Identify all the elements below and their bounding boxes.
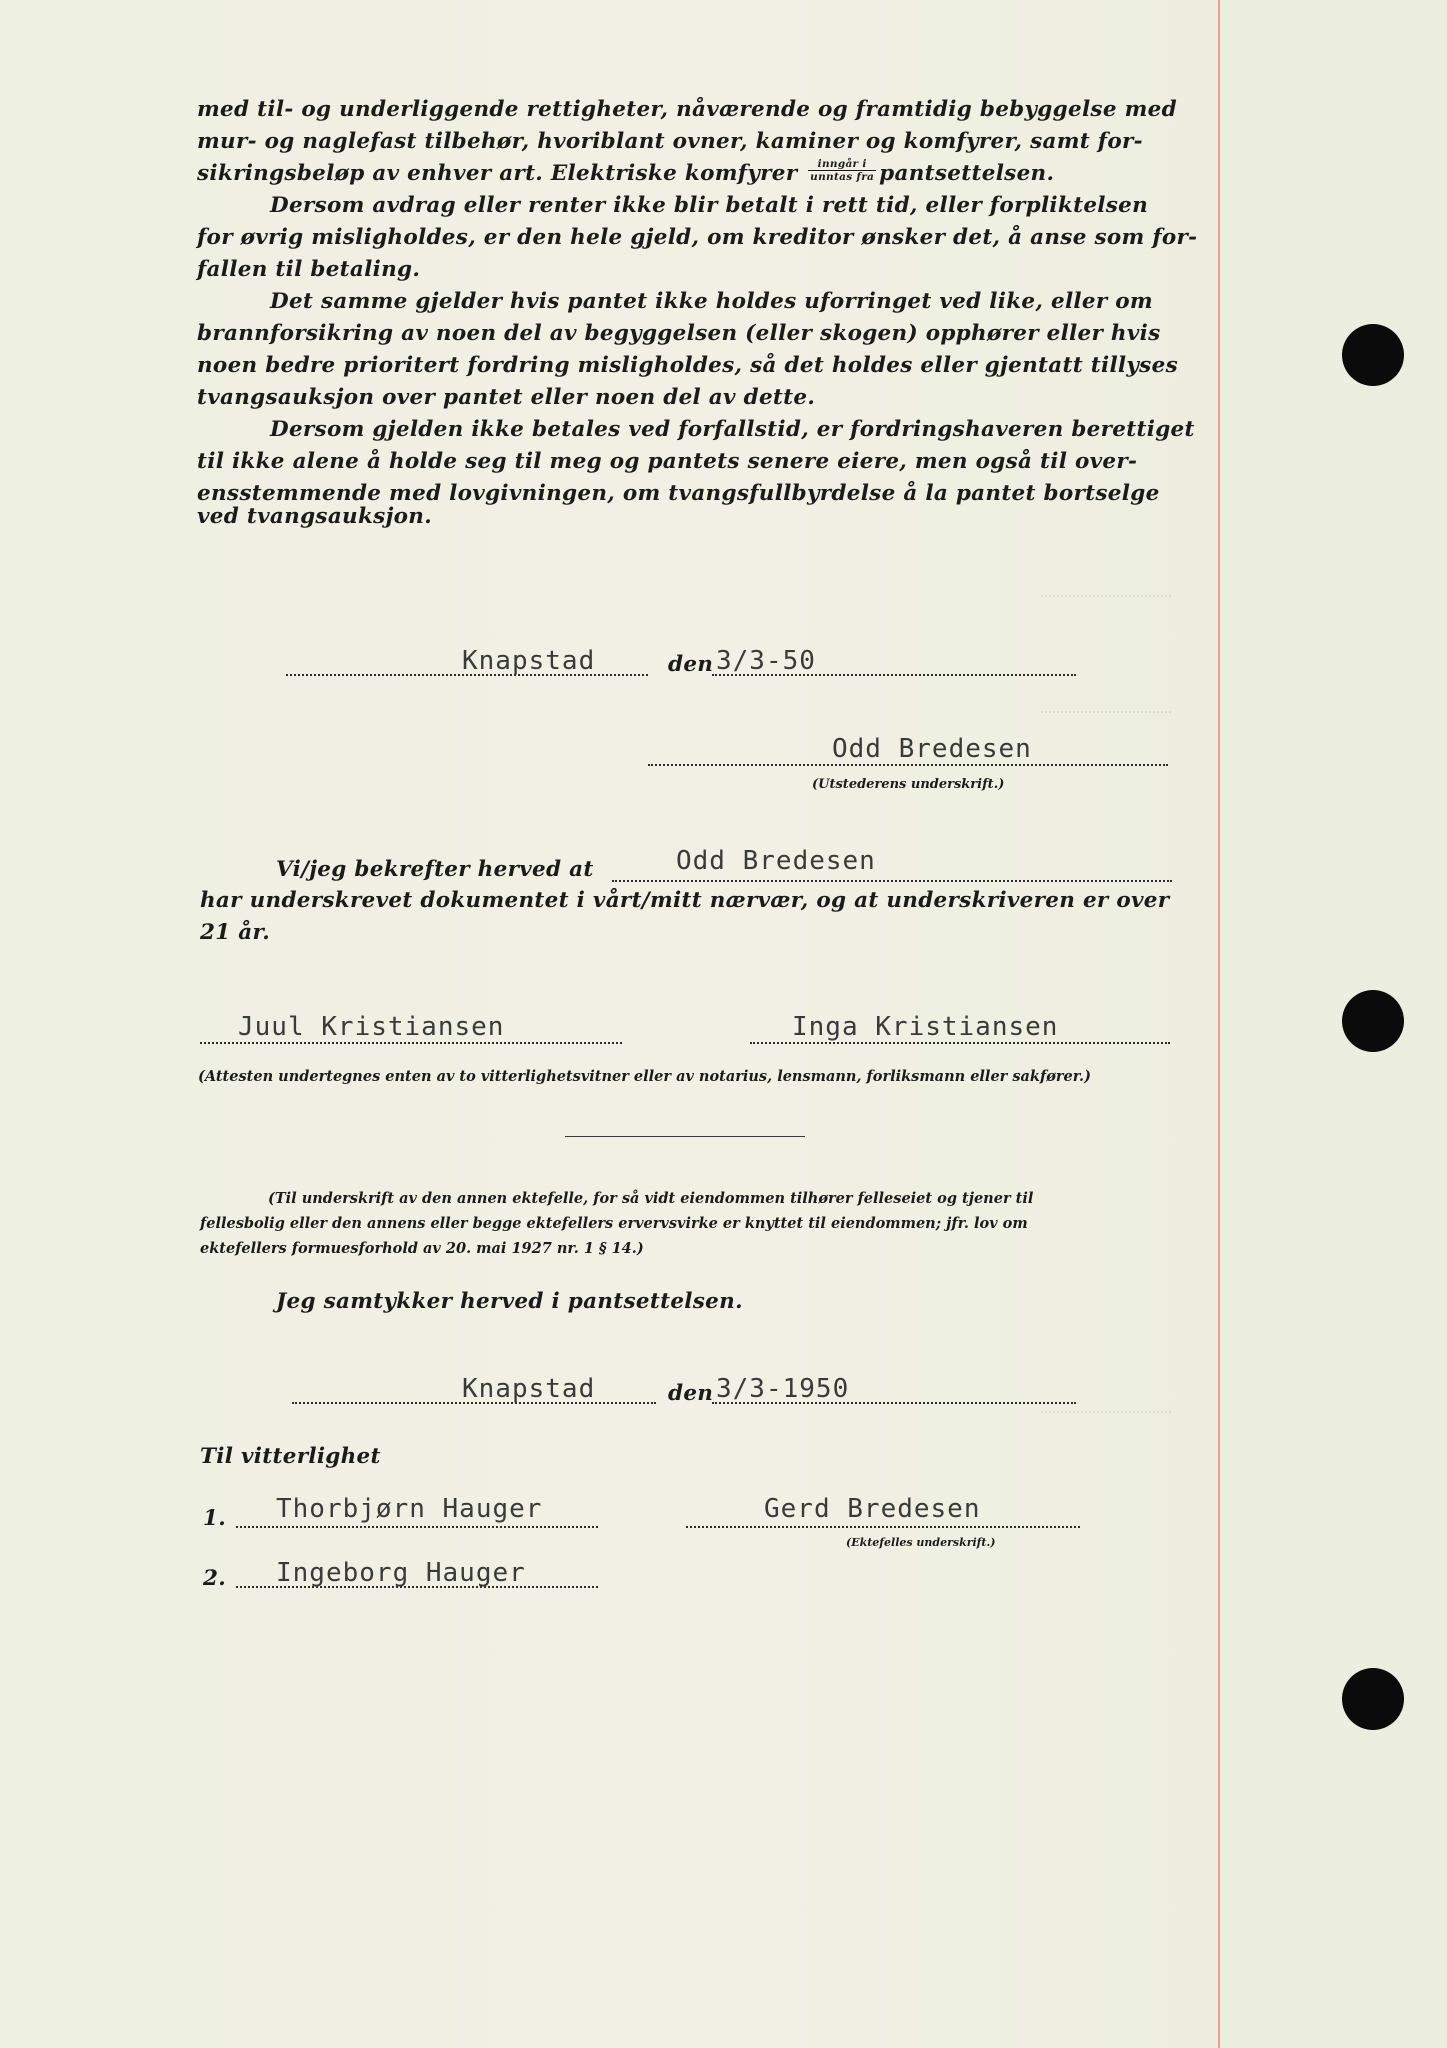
paragraph-line: fallen til betaling. [197,257,421,282]
attest-note: (Attesten undertegnes enten av to vitterlighetsvitner eller av notarius, lensmann, forliksmann eller sakfører.) [198,1068,1091,1085]
paragraph-line: til ikke alene å holde seg til meg og pantets senere eiere, men også til over- [197,449,1138,474]
spouse-note-line: (Til underskrift av den annen ektefelle, for så vidt eiendommen tilhører felleseiet og tjener til [268,1190,1034,1207]
place-value: Knapstad [462,646,596,676]
paragraph-line: med til- og underliggende rettigheter, nåværende og framtidig bebyggelse med [197,97,1177,122]
section-divider [565,1136,805,1137]
paragraph-line: ensstemmende med lovgivningen, om tvangsfullbyrdelse å la pantet bortselge [197,481,1160,506]
paragraph-line: mur- og naglefast tilbehør, hvoriblant ovner, kaminer og komfyrer, samt for- [197,129,1143,154]
spouse-caption: (Ektefelles underskrift.) [846,1536,996,1549]
paragraph-line: Dersom avdrag eller renter ikke blir betalt i rett tid, eller forpliktelsen [270,193,1149,218]
den-label: den [668,1381,714,1406]
confirm-line-2: har underskrevet dokumentet i vårt/mitt nærvær, og at underskriveren er over [200,888,1170,913]
spouse-note-line: ektefellers formuesforhold av 20. mai 1927 nr. 1 § 14.) [200,1240,644,1257]
confirm-label: Vi/jeg bekrefter herved at [276,857,594,882]
spouse-note-line: fellesbolig eller den annens eller begge ektefellers ervervsvirke er knyttet til eiendommen; jfr. lov om [200,1215,1028,1232]
punch-hole-top [1342,324,1404,386]
issuer-caption: (Utstederens underskrift.) [812,777,1005,792]
den-label: den [668,652,714,677]
paragraph-line: Dersom gjelden ikke betales ved forfallstid, er fordringshaveren berettiget [270,417,1195,442]
inngar-unntas-fraction [808,158,876,183]
punch-hole-bottom [1342,1668,1404,1730]
confirm-name-line [612,880,1172,882]
paragraph-line: brannforsikring av noen del av begyggelsen (eller skogen) opphører eller hvis [197,321,1161,346]
date-value: 3/3-1950 [716,1374,850,1404]
punch-hole-middle [1342,990,1404,1052]
date-value: 3/3-50 [716,646,816,676]
paragraph-line: ved tvangsauksjon. [197,504,433,529]
paragraph-line: noen bedre prioritert fordring misligholdes, så det holdes eller gjentatt tillyses [197,353,1178,378]
witness-1-line [200,1042,622,1044]
paragraph-line: for øvrig misligholdes, er den hele gjeld, om kreditor ønsker det, å anse som for- [197,225,1198,250]
consent-statement: Jeg samtykker herved i pantsettelsen. [276,1289,743,1314]
issuer-signature: Odd Bredesen [832,734,1032,764]
red-margin-line [1218,0,1220,2048]
vitne-1-signature: Thorbjørn Hauger [276,1494,543,1524]
paragraph-line-pre: sikringsbeløp av enhver art. Elektriske komfyrer [197,161,798,186]
fraction-top: inngår i [808,158,876,171]
spouse-signature-line [686,1526,1080,1528]
paragraph-line: Det samme gjelder hvis pantet ikke holdes uforringet ved like, eller om [270,289,1153,314]
witness-2-line [750,1042,1170,1044]
vitne-2-number: 2. [203,1566,227,1591]
til-vitterlighet-heading: Til vitterlighet [200,1444,381,1469]
place-value: Knapstad [462,1374,596,1404]
confirm-name: Odd Bredesen [676,846,876,876]
vitne-2-signature: Ingeborg Hauger [276,1558,526,1588]
witness-1-signature: Juul Kristiansen [238,1012,505,1042]
paragraph-line-with-fraction [197,157,1055,187]
vitne-1-line [236,1526,598,1528]
paragraph-line-post: pantsettelsen. [879,161,1055,186]
signature-line [648,764,1168,766]
fraction-bottom: unntas fra [810,170,875,183]
confirm-line-3: 21 år. [200,920,270,945]
spouse-signature: Gerd Bredesen [764,1494,981,1524]
vitne-1-number: 1. [203,1506,227,1531]
witness-2-signature: Inga Kristiansen [792,1012,1059,1042]
paragraph-line: tvangsauksjon over pantet eller noen del av dette. [197,385,816,410]
